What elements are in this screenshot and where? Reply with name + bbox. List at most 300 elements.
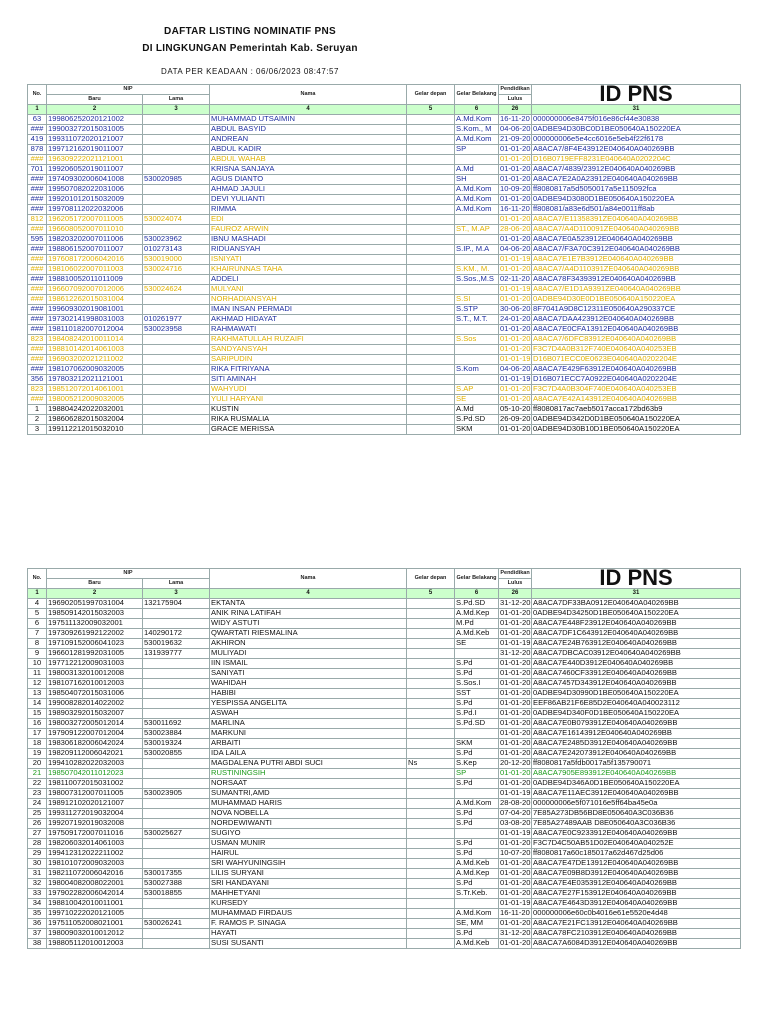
cell-gelar-belakang: A.Md.Keb [455, 859, 499, 869]
cell-nip-baru: 198110072015031002 [47, 779, 143, 789]
cell-gelar-depan [407, 939, 455, 949]
cell-no: 15 [28, 709, 47, 719]
cell-nip-lama [143, 899, 210, 909]
cell-gelar-belakang: S.IP., M.A [455, 245, 499, 255]
cell-nip-baru: 198509142015032003 [47, 609, 143, 619]
cell-gelar-belakang: M.Pd [455, 619, 499, 629]
cell-gelar-belakang: S.Kom., M [455, 125, 499, 135]
cell-nip-baru: 199410282022032003 [47, 759, 143, 769]
cell-nip-lama [143, 819, 210, 829]
table-row [28, 225, 741, 235]
cell-gelar-belakang [455, 255, 499, 265]
cell-gelar-belakang [455, 789, 499, 799]
cell-lulus: 01-01-20 [500, 154, 531, 164]
cell-lulus: 01-01-20 [500, 324, 531, 334]
cell-lulus: 20-12-20 [500, 758, 531, 768]
table-row [28, 285, 741, 295]
cell-id-pns: 0ADBE94D30B10D1BE050640A150220EA [532, 425, 741, 435]
table-row [28, 899, 741, 909]
cell-id-pns: A8ACA7E448F23912E040640A040269BB [532, 619, 741, 629]
col-nip-baru: Baru [47, 95, 143, 105]
cell-id-pns: A8ACA7/4839/23912E040640A040269BB [532, 165, 741, 175]
cell-lulus: 01-01-20 [500, 164, 531, 174]
cell-nip-lama: 530017355 [143, 869, 210, 879]
cell-id-pns: F3C7D4C50AB51D02E040640A040252E [532, 839, 741, 849]
cell-no: 3 [28, 425, 47, 435]
cell-nip-baru: 198810142014061003 [47, 345, 143, 355]
cell-id-pns: F3C7D4A0B304F740E040640A040253EB [532, 385, 741, 395]
cell-gelar-depan [407, 425, 455, 435]
cell-no: 23 [28, 789, 47, 799]
cell-nip-baru: 199806252020121002 [47, 115, 143, 125]
cell-no: 16 [28, 719, 47, 729]
cell-lulus: 01-01-20 [500, 888, 531, 898]
cell-nip-lama [143, 375, 210, 385]
cell-id-pns: A8ACA7/E1D1A9391ZE040640A040269BB [532, 285, 741, 295]
cell-lulus: 16-11-20 [500, 908, 530, 918]
col-no: No. [28, 85, 47, 105]
cell-id-pns: A8ACA7E0A523912E040640A040269BB [532, 235, 741, 245]
table-row [28, 425, 741, 435]
cell-lulus: 16-11-20 [500, 204, 530, 214]
cell-nama: YULI HARYANI [210, 395, 407, 405]
cell-no: 26 [28, 819, 47, 829]
column-number: 3 [143, 105, 210, 115]
table-row [28, 375, 741, 385]
cell-nip-baru: 199712162019011007 [47, 145, 143, 155]
cell-nip-baru: 198005212009032005 [47, 395, 143, 405]
cell-nip-lama: 530018855 [143, 889, 210, 899]
cell-gelar-depan [407, 215, 455, 225]
cell-gelar-depan [407, 889, 455, 899]
col-id-pns: ID PNS [532, 85, 741, 105]
cell-nip-lama [143, 809, 210, 819]
cell-gelar-belakang: S.SI [455, 295, 499, 305]
cell-gelar-belakang: S.Sos.,M.S [455, 275, 499, 285]
cell-gelar-depan [407, 385, 455, 395]
cell-lulus: 02-11-20 [500, 274, 530, 284]
cell-nip-baru: 198106022007011003 [47, 265, 143, 275]
cell-gelar-depan [407, 879, 455, 889]
cell-gelar-belakang [455, 649, 499, 659]
cell-nip-lama [143, 405, 210, 415]
cell-no: 12 [28, 679, 47, 689]
table-header [28, 569, 741, 589]
cell-nama: HABIBI [210, 689, 407, 699]
cell-nama: IBNU MASHADI [210, 235, 407, 245]
cell-lulus: 01-01-20 [500, 668, 531, 678]
cell-lulus: 16-11-20 [500, 114, 530, 124]
cell-id-pns: A8ACA7E0C9233912E040640A040269BB [532, 829, 741, 839]
cell-nip-lama [143, 135, 210, 145]
cell-nip-lama [143, 295, 210, 305]
table-row [28, 145, 741, 155]
table-row [28, 315, 741, 325]
cell-nip-lama [143, 659, 210, 669]
cell-gelar-depan [407, 395, 455, 405]
table-row [28, 275, 741, 285]
cell-nip-lama: 530023884 [143, 729, 210, 739]
cell-nip-lama [143, 929, 210, 939]
cell-nip-lama [143, 165, 210, 175]
cell-gelar-depan [407, 789, 455, 799]
cell-nip-lama [143, 779, 210, 789]
col-nip: NIP [47, 569, 210, 579]
table-row [28, 295, 741, 305]
cell-no: 63 [28, 115, 47, 125]
cell-lulus: 01-01-20 [500, 144, 531, 154]
cell-nip-baru: 197109152006041023 [47, 639, 143, 649]
table-row [28, 235, 741, 245]
cell-id-pns: A8ACA7E24B763912E040640A040269BB [532, 639, 741, 649]
cell-id-pns: A8ACA7DF1C643912E040640A040269BB [532, 629, 741, 639]
cell-gelar-depan [407, 899, 455, 909]
cell-lulus: 10-09-20 [500, 184, 531, 194]
cell-lulus: 01-01-20 [500, 424, 531, 434]
cell-id-pns: A8ACA7/8F4E43912E040640A040269BB [532, 145, 741, 155]
cell-id-pns: 000000006e5e4cc6016e5eb4f22f6178 [532, 135, 741, 145]
table-row [28, 165, 741, 175]
cell-gelar-depan [407, 275, 455, 285]
table-row [28, 689, 741, 699]
table-row [28, 659, 741, 669]
cell-nama: F. RAMOS P. SINAGA [210, 919, 407, 929]
cell-nip-lama: 530026241 [143, 919, 210, 929]
cell-lulus: 01-01-19 [500, 284, 531, 294]
cell-gelar-depan [407, 255, 455, 265]
cell-lulus: 01-01-20 [500, 718, 531, 728]
cell-no: ### [28, 245, 47, 255]
cell-lulus: 01-01-20 [500, 658, 531, 668]
table-row [28, 215, 741, 225]
cell-id-pns: A8ACA7E42A143912E040640A040269BB [532, 395, 741, 405]
cell-nip-baru: 196607092007012006 [47, 285, 143, 295]
table-row [28, 929, 741, 939]
cell-no: ### [28, 355, 47, 365]
cell-no: 823 [28, 385, 47, 395]
cell-nip-baru: 198512072014061001 [47, 385, 143, 395]
cell-no: 19 [28, 749, 47, 759]
cell-nama: SARIPUDIN [210, 355, 407, 365]
cell-gelar-depan [407, 779, 455, 789]
cell-nama: AGUS DIANTO [210, 175, 407, 185]
cell-nip-baru: 198810042010011001 [47, 899, 143, 909]
cell-nip-baru: 197608172006042016 [47, 255, 143, 265]
table-row [28, 305, 741, 315]
cell-gelar-depan [407, 859, 455, 869]
cell-nip-baru: 198101072009032003 [47, 859, 143, 869]
cell-nama: HAYATI [210, 929, 407, 939]
cell-nama: NORDEWIWANTI [210, 819, 407, 829]
cell-nip-lama: 132175904 [143, 599, 210, 609]
cell-no: 36 [28, 919, 47, 929]
table-row [28, 175, 741, 185]
cell-gelar-depan [407, 829, 455, 839]
cell-gelar-belakang: S.Pd [455, 659, 499, 669]
cell-lulus: 01-01-20 [500, 838, 531, 848]
cell-nama: SITI AMINAH [210, 375, 407, 385]
table-row [28, 125, 741, 135]
cell-gelar-belakang [455, 375, 499, 385]
cell-nip-lama [143, 849, 210, 859]
cell-gelar-depan [407, 849, 455, 859]
cell-gelar-belakang: A.Md.Kom [455, 909, 499, 919]
col-id-pns: ID PNS [532, 569, 741, 589]
cell-nama: MUHAMMAD HARIS [210, 799, 407, 809]
cell-no: 8 [28, 639, 47, 649]
cell-no: 20 [28, 759, 47, 769]
cell-lulus: 21-09-20 [500, 134, 531, 144]
column-number: 4 [210, 105, 407, 115]
cell-lulus: 30-06-20 [500, 304, 531, 314]
cell-gelar-depan [407, 375, 455, 385]
cell-lulus: 01-01-20 [500, 334, 531, 344]
table-row [28, 889, 741, 899]
cell-gelar-belakang: A.Md [455, 405, 499, 415]
cell-id-pns: A8ACA7E2485D3912E040640A040269BB [532, 739, 741, 749]
table-row [28, 919, 741, 929]
cell-nama: KUSTIN [210, 405, 407, 415]
cell-gelar-belakang: SKM [455, 739, 499, 749]
cell-gelar-belakang [455, 325, 499, 335]
table-row [28, 405, 741, 415]
cell-nip-baru: 199008282014022002 [47, 699, 143, 709]
cell-no: 878 [28, 145, 47, 155]
cell-nama: KHAIRUNNAS TAHA [210, 265, 407, 275]
cell-no: ### [28, 185, 47, 195]
cell-gelar-depan [407, 315, 455, 325]
cell-no: 32 [28, 879, 47, 889]
table-row [28, 115, 741, 125]
cell-id-pns: A8ACA7/A4D110091ZE040640A040269BB [532, 225, 741, 235]
cell-nip-baru: 199201012015032009 [47, 195, 143, 205]
col-pendidikan: Pendidikan [499, 569, 532, 579]
col-gelar-belakang: Gelar Belakang [455, 569, 499, 589]
cell-nip-baru: 198504072015031006 [47, 689, 143, 699]
cell-gelar-belakang: S.Pd [455, 819, 499, 829]
cell-nip-lama: 010273143 [143, 245, 210, 255]
cell-no: 24 [28, 799, 47, 809]
cell-no: 30 [28, 859, 47, 869]
cell-gelar-belakang: S.Pd [455, 779, 499, 789]
cell-nip-baru: 196902051997031004 [47, 599, 143, 609]
table-row [28, 609, 741, 619]
cell-id-pns: 7E85A27489AAB D8E050640A3C036B36 [532, 819, 741, 829]
cell-no: 4 [28, 599, 47, 609]
cell-nip-baru: 198606282015032004 [47, 415, 143, 425]
column-number: 1 [28, 589, 47, 599]
cell-lulus: 01-01-20 [500, 678, 531, 688]
cell-lulus: 01-01-20 [500, 294, 531, 304]
cell-nama: LILIS SURYANI [210, 869, 407, 879]
cell-nip-baru: 198003132010012008 [47, 669, 143, 679]
cell-lulus: 10-07-20 [500, 848, 531, 858]
cell-nama: ABDUL BASYID [210, 125, 407, 135]
table-row [28, 909, 741, 919]
cell-id-pns: 0ADBE94D340F0D1BE050640A150220EA [532, 709, 741, 719]
cell-id-pns: A8ACA78F34393912E040640A040269BB [532, 275, 741, 285]
table-header [28, 85, 741, 105]
cell-nip-baru: 197309261992122002 [47, 629, 143, 639]
cell-id-pns: 8F7041A9D8C12311E050640A290337CE [532, 305, 741, 315]
table-row [28, 639, 741, 649]
column-number: 5 [407, 105, 455, 115]
cell-lulus: 01-01-20 [500, 918, 531, 928]
cell-nama: MAGDALENA PUTRI ABDI SUCI [210, 759, 407, 769]
cell-nip-baru: 198211072006042016 [47, 869, 143, 879]
cell-lulus: 04-06-20 [500, 244, 531, 254]
cell-nama: NORSAAT [210, 779, 407, 789]
cell-nama: MULIYADI [210, 649, 407, 659]
cell-lulus: 24-01-20 [500, 314, 531, 324]
cell-gelar-belakang: S.Pd [455, 839, 499, 849]
cell-no: ### [28, 195, 47, 205]
cell-gelar-depan [407, 629, 455, 639]
cell-nama: SRI HANDAYANI [210, 879, 407, 889]
table-row [28, 335, 741, 345]
cell-gelar-depan [407, 195, 455, 205]
cell-nip-baru: 198003272005012014 [47, 719, 143, 729]
cell-nip-lama [143, 385, 210, 395]
cell-nip-lama: 530023958 [143, 325, 210, 335]
cell-nip-baru: 199311272019032004 [47, 809, 143, 819]
cell-lulus: 01-01-20 [500, 628, 531, 638]
cell-nama: USMAN MUNIR [210, 839, 407, 849]
col-pendidikan: Pendidikan [499, 85, 532, 95]
cell-lulus: 01-01-20 [500, 688, 531, 698]
cell-nip-baru: 199708112022032006 [47, 205, 143, 215]
col-gelar-depan: Gelar depan [407, 85, 455, 105]
cell-nama: YESPISSA ANGELITA [210, 699, 407, 709]
cell-lulus: 01-01-20 [500, 738, 531, 748]
cell-nip-baru: 198009032010012012 [47, 929, 143, 939]
col-no: No. [28, 569, 47, 589]
cell-id-pns: 0ADBE94D30990D1BE050640A150220EA [532, 689, 741, 699]
cell-id-pns: A8ACA7E440D3912E040640A040269BB [532, 659, 741, 669]
cell-nama: ABDUL WAHAB [210, 155, 407, 165]
cell-nip-baru: 196903202021211002 [47, 355, 143, 365]
table-row [28, 385, 741, 395]
table-row [28, 819, 741, 829]
cell-gelar-belakang: A.Md.Keb [455, 939, 499, 949]
cell-nip-baru: 199710222020121005 [47, 909, 143, 919]
cell-gelar-depan [407, 729, 455, 739]
cell-no: ### [28, 305, 47, 315]
cell-gelar-belakang [455, 155, 499, 165]
cell-nip-lama [143, 335, 210, 345]
cell-lulus: 01-01-20 [500, 194, 531, 204]
cell-gelar-belakang: A.Md.Kom [455, 205, 499, 215]
cell-nip-baru: 198107162010012003 [47, 679, 143, 689]
cell-nip-lama: 530020855 [143, 749, 210, 759]
cell-gelar-depan [407, 175, 455, 185]
table-row [28, 729, 741, 739]
cell-lulus: 01-01-20 [500, 748, 531, 758]
cell-gelar-belakang: ST., M.AP [455, 225, 499, 235]
table-row [28, 719, 741, 729]
cell-gelar-depan [407, 659, 455, 669]
cell-nip-lama [143, 355, 210, 365]
cell-nama: FAUROZ ARWIN [210, 225, 407, 235]
cell-id-pns: A8ACA7E0CFA13912E040640A040269BB [532, 325, 741, 335]
cell-nama: ISNIYATI [210, 255, 407, 265]
cell-gelar-depan: Ns [407, 759, 455, 769]
cell-nama: RAHMAWATI [210, 325, 407, 335]
table-row [28, 669, 741, 679]
cell-no: 28 [28, 839, 47, 849]
cell-id-pns: A8ACA7/E11358391ZE040640A040269BB [532, 215, 741, 225]
cell-lulus: 26-09-20 [500, 414, 531, 424]
cell-nama: WAHIDAH [210, 679, 407, 689]
cell-no: 34 [28, 899, 47, 909]
cell-gelar-belakang: S.Kom [455, 365, 499, 375]
cell-gelar-belakang: S.Pd.SD [455, 719, 499, 729]
cell-id-pns: A8ACA7E27F153912E040640A040269BB [532, 889, 741, 899]
cell-id-pns: ff8080817a5fdb0017a5f135790071 [532, 759, 741, 769]
cell-nip-lama [143, 395, 210, 405]
cell-lulus: 07-04-20 [500, 808, 531, 818]
cell-gelar-belakang [455, 215, 499, 225]
cell-nama: SANDYANSYAH [210, 345, 407, 355]
cell-nip-lama [143, 155, 210, 165]
cell-nama: MUHAMMAD FIRDAUS [210, 909, 407, 919]
cell-gelar-depan [407, 165, 455, 175]
column-number-row [28, 589, 741, 599]
cell-id-pns: 0ADBE94D34250D1BE050640A150220EA [532, 609, 741, 619]
col-nip: NIP [47, 85, 210, 95]
cell-nip-baru: 196608052007011010 [47, 225, 143, 235]
cell-nip-lama [143, 185, 210, 195]
cell-lulus: 28-06-20 [500, 224, 531, 234]
cell-gelar-depan [407, 909, 455, 919]
cell-gelar-belakang: S.Kep [455, 759, 499, 769]
cell-id-pns: A8ACA7DF33BA0912E040640A040269BB [532, 599, 741, 609]
cell-nama: MAHHETYANI [210, 889, 407, 899]
cell-id-pns: A8ACA7E21FC13912E040640A040269BB [532, 919, 741, 929]
table-row [28, 195, 741, 205]
cell-gelar-belakang [455, 345, 499, 355]
cell-lulus: 04-06-20 [500, 124, 531, 134]
column-number: 6 [455, 105, 499, 115]
cell-gelar-belakang [455, 355, 499, 365]
table-row [28, 135, 741, 145]
cell-nama: AHMAD JAJULI [210, 185, 407, 195]
table-row [28, 779, 741, 789]
cell-nip-baru: 197409302006041008 [47, 175, 143, 185]
table-row [28, 205, 741, 215]
cell-nip-lama [143, 769, 210, 779]
cell-nip-baru: 198203202007011006 [47, 235, 143, 245]
cell-gelar-depan [407, 709, 455, 719]
cell-no: 29 [28, 849, 47, 859]
cell-nip-lama: 530023905 [143, 789, 210, 799]
cell-gelar-depan [407, 325, 455, 335]
cell-no: 33 [28, 889, 47, 899]
cell-gelar-belakang: A.Md [455, 165, 499, 175]
cell-nip-baru: 198507042011012023 [47, 769, 143, 779]
cell-id-pns: A8ACA7E16143912E040640A040269BB [532, 729, 741, 739]
cell-id-pns: A8ACA7/A4D110391ZE040640A040269BB [532, 265, 741, 275]
cell-gelar-belakang: S.Pd [455, 929, 499, 939]
cell-id-pns: A8ACA7E2A0A23912E040640A040269BB [532, 175, 741, 185]
cell-nama: WIDY ASTUTI [210, 619, 407, 629]
table-row [28, 619, 741, 629]
cell-nip-lama [143, 365, 210, 375]
cell-nip-lama [143, 939, 210, 949]
cell-gelar-depan [407, 769, 455, 779]
cell-nip-lama [143, 669, 210, 679]
column-number: 5 [407, 589, 455, 599]
